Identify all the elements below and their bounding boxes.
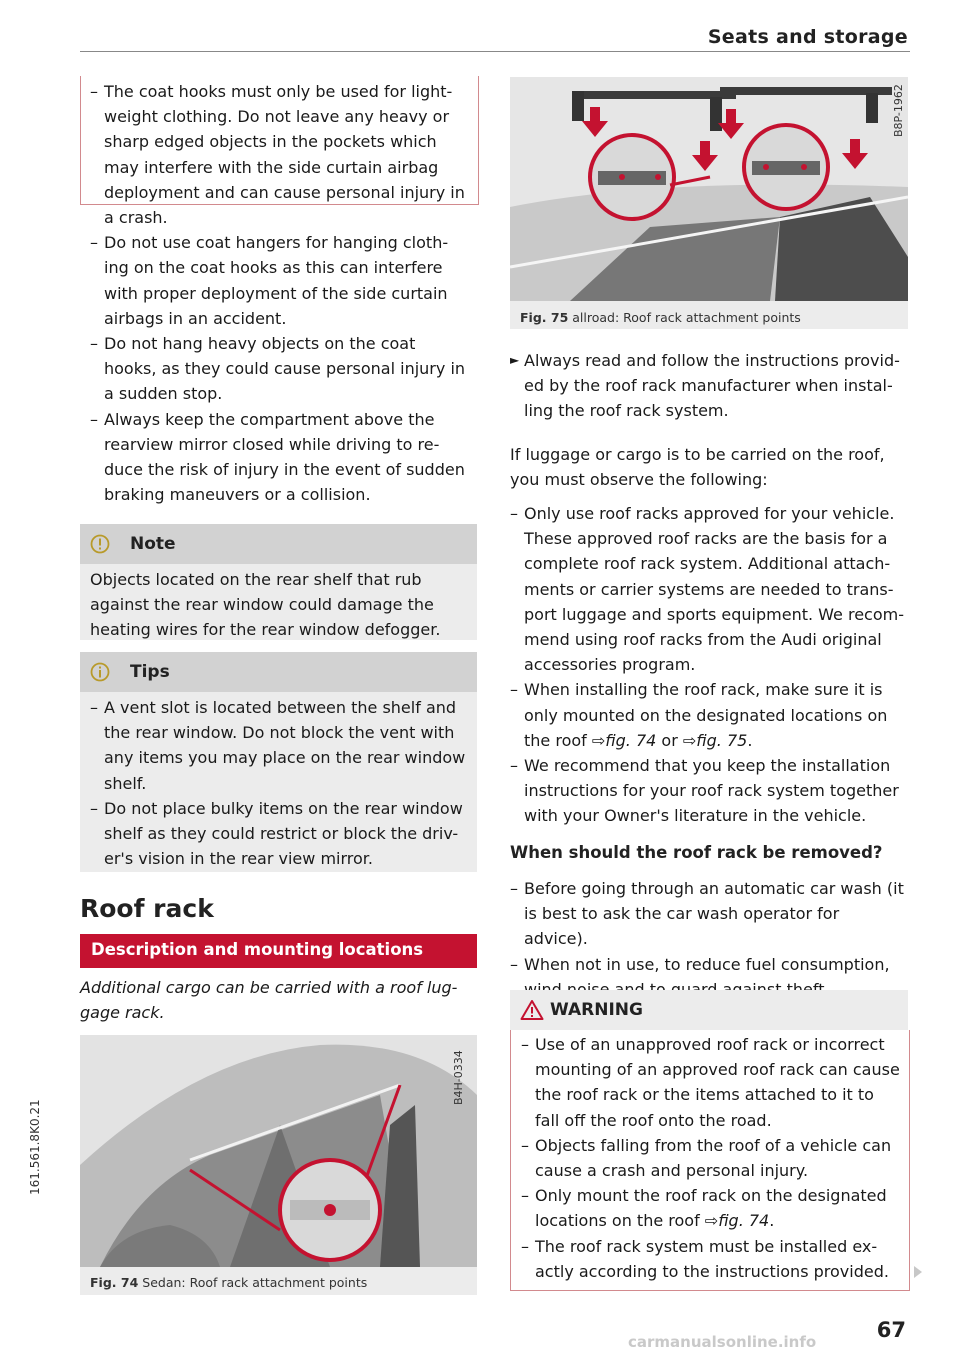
warning-list — [521, 1032, 903, 1284]
sedan-roof-illustration — [80, 1035, 477, 1267]
list-item: – When not in use, to reduce fuel consumption, — [510, 952, 908, 1002]
roof-rack-list — [510, 501, 908, 829]
document-code: 161.561.8K0.21 — [28, 1099, 42, 1195]
header-rule — [80, 51, 910, 52]
warning-triangle-icon — [520, 999, 544, 1021]
tips-label: Tips — [130, 662, 170, 682]
figure-74 — [80, 1035, 477, 1295]
section-title: Seats and storage — [707, 26, 908, 48]
list-item: – Only mount the roof rack on the designated locations on the roof ⇨fig. 74. — [521, 1183, 903, 1233]
figure-code: B4H-0334 — [452, 1050, 465, 1105]
figure-caption — [90, 1275, 367, 1290]
install-text: When installing the roof rack, make sure it is only mounted on the designated locations on the roof — [524, 680, 888, 750]
tips-body — [80, 692, 477, 872]
fig-74-reference[interactable]: fig. 74 — [718, 1211, 770, 1231]
figure-label: Fig. 74 — [90, 1275, 139, 1290]
roof-rack-heading: Roof rack — [80, 894, 214, 923]
watermark: carmanualsonline.info — [628, 1333, 817, 1351]
removal-list — [510, 876, 908, 1002]
or-text: or — [661, 730, 678, 750]
exclamation-circle-icon — [90, 534, 110, 554]
list-item: – A vent slot is located between the shelf and the rear window. Do not block the vent with any items you may place on the rear window shelf. — [90, 695, 472, 796]
list-item: – We recommend that you keep the installation instructions for your roof rack system together with your Owner's literature in the vehicle. — [510, 753, 908, 829]
tips-header — [80, 652, 477, 692]
list-item: – Use of an unapproved roof rack or incorrect mounting of an approved roof rack can cause the roof rack or the items attached to it to fall off the roof onto the road. — [521, 1032, 903, 1133]
figure-label: Fig. 75 — [520, 310, 569, 325]
instruction-text: Always read and follow the instructions provid-ed by the roof rack manufacturer when instal-ling the roof rack system. — [524, 351, 900, 421]
list-item: – Only use roof racks approved for your vehicle. These approved roof racks are the basis for a complete roof rack system. Additional attach-ments or carrier systems are needed to trans-port luggage and sports equipment. We recom-mend using roof racks from the Audi original accessories program. — [510, 501, 908, 677]
list-item: – When installing the roof rack, make sure it is only mounted on the designated locations on the roof ⇨fig. 74 or ⇨fig. 75. — [510, 677, 908, 753]
fig-75-reference[interactable]: fig. 75 — [696, 730, 748, 750]
info-circle-icon — [90, 662, 110, 682]
list-item: – Before going through an automatic car wash (it is best to ask the car wash operator for advice). — [510, 876, 908, 952]
figure-75 — [510, 77, 908, 329]
continue-arrow-icon — [914, 1266, 922, 1278]
list-item: – Always keep the compartment above the rearview mirror closed while driving to re-duce the risk of injury in the event of sudden braking maneuvers or a collision. — [90, 407, 470, 508]
allroad-roof-illustration — [510, 77, 908, 301]
figure-caption — [520, 310, 801, 325]
figure-caption-text: allroad: Roof rack attachment points — [572, 310, 801, 325]
note-text: Objects located on the rear shelf that rub against the rear window could damage the heating wires for the rear window defogger. — [90, 570, 441, 640]
list-item: – Do not place bulky items on the rear window shelf as they could restrict or block the driv-er's vision in the rear view mirror. — [90, 796, 472, 872]
warning-label: WARNING — [550, 1000, 643, 1020]
warning-body — [510, 1030, 910, 1291]
list-item: – The coat hooks must only be used for light-weight clothing. Do not leave any heavy or sharp edged objects in the pockets which may interfere with the side curtain airbag deployment and can cause personal injury in a crash. — [90, 79, 470, 230]
removal-heading: When should the roof rack be removed? — [510, 843, 883, 862]
subsection-title: Description and mounting locations — [91, 940, 424, 959]
figure-code: B8P-1962 — [892, 84, 905, 137]
instruction-item — [510, 348, 908, 424]
intro-text: Additional cargo can be carried with a roof lug-gage rack. — [80, 978, 458, 1023]
warning-list-continued — [90, 79, 470, 507]
triangle-bullet-icon: ► — [510, 353, 520, 367]
note-label: Note — [130, 534, 176, 554]
note-header — [80, 524, 477, 564]
note-body — [80, 564, 477, 640]
figure-caption-text: Sedan: Roof rack attachment points — [142, 1275, 368, 1290]
list-item: – Objects falling from the roof of a vehicle can cause a crash and personal injury. — [521, 1133, 903, 1183]
list-item: – The roof rack system must be installed ex-actly according to the instructions provided. — [521, 1234, 903, 1284]
list-item: – Do not hang heavy objects on the coat hooks, as they could cause personal injury in a sudden stop. — [90, 331, 470, 407]
warning-header — [510, 990, 908, 1030]
subsection-banner — [80, 934, 477, 968]
tips-list — [90, 695, 472, 871]
fig-74-reference[interactable]: fig. 74 — [605, 730, 657, 750]
list-item: – Do not use coat hangers for hanging cloth-ing on the coat hooks as this can interfere with proper deployment of the side curtain airbags in an accident. — [90, 230, 470, 331]
mount-text: Only mount the roof rack on the designated locations on the roof — [535, 1186, 887, 1231]
cargo-paragraph: If luggage or cargo is to be carried on the roof, you must observe the following: — [510, 445, 885, 490]
page-number: 67 — [876, 1318, 906, 1342]
